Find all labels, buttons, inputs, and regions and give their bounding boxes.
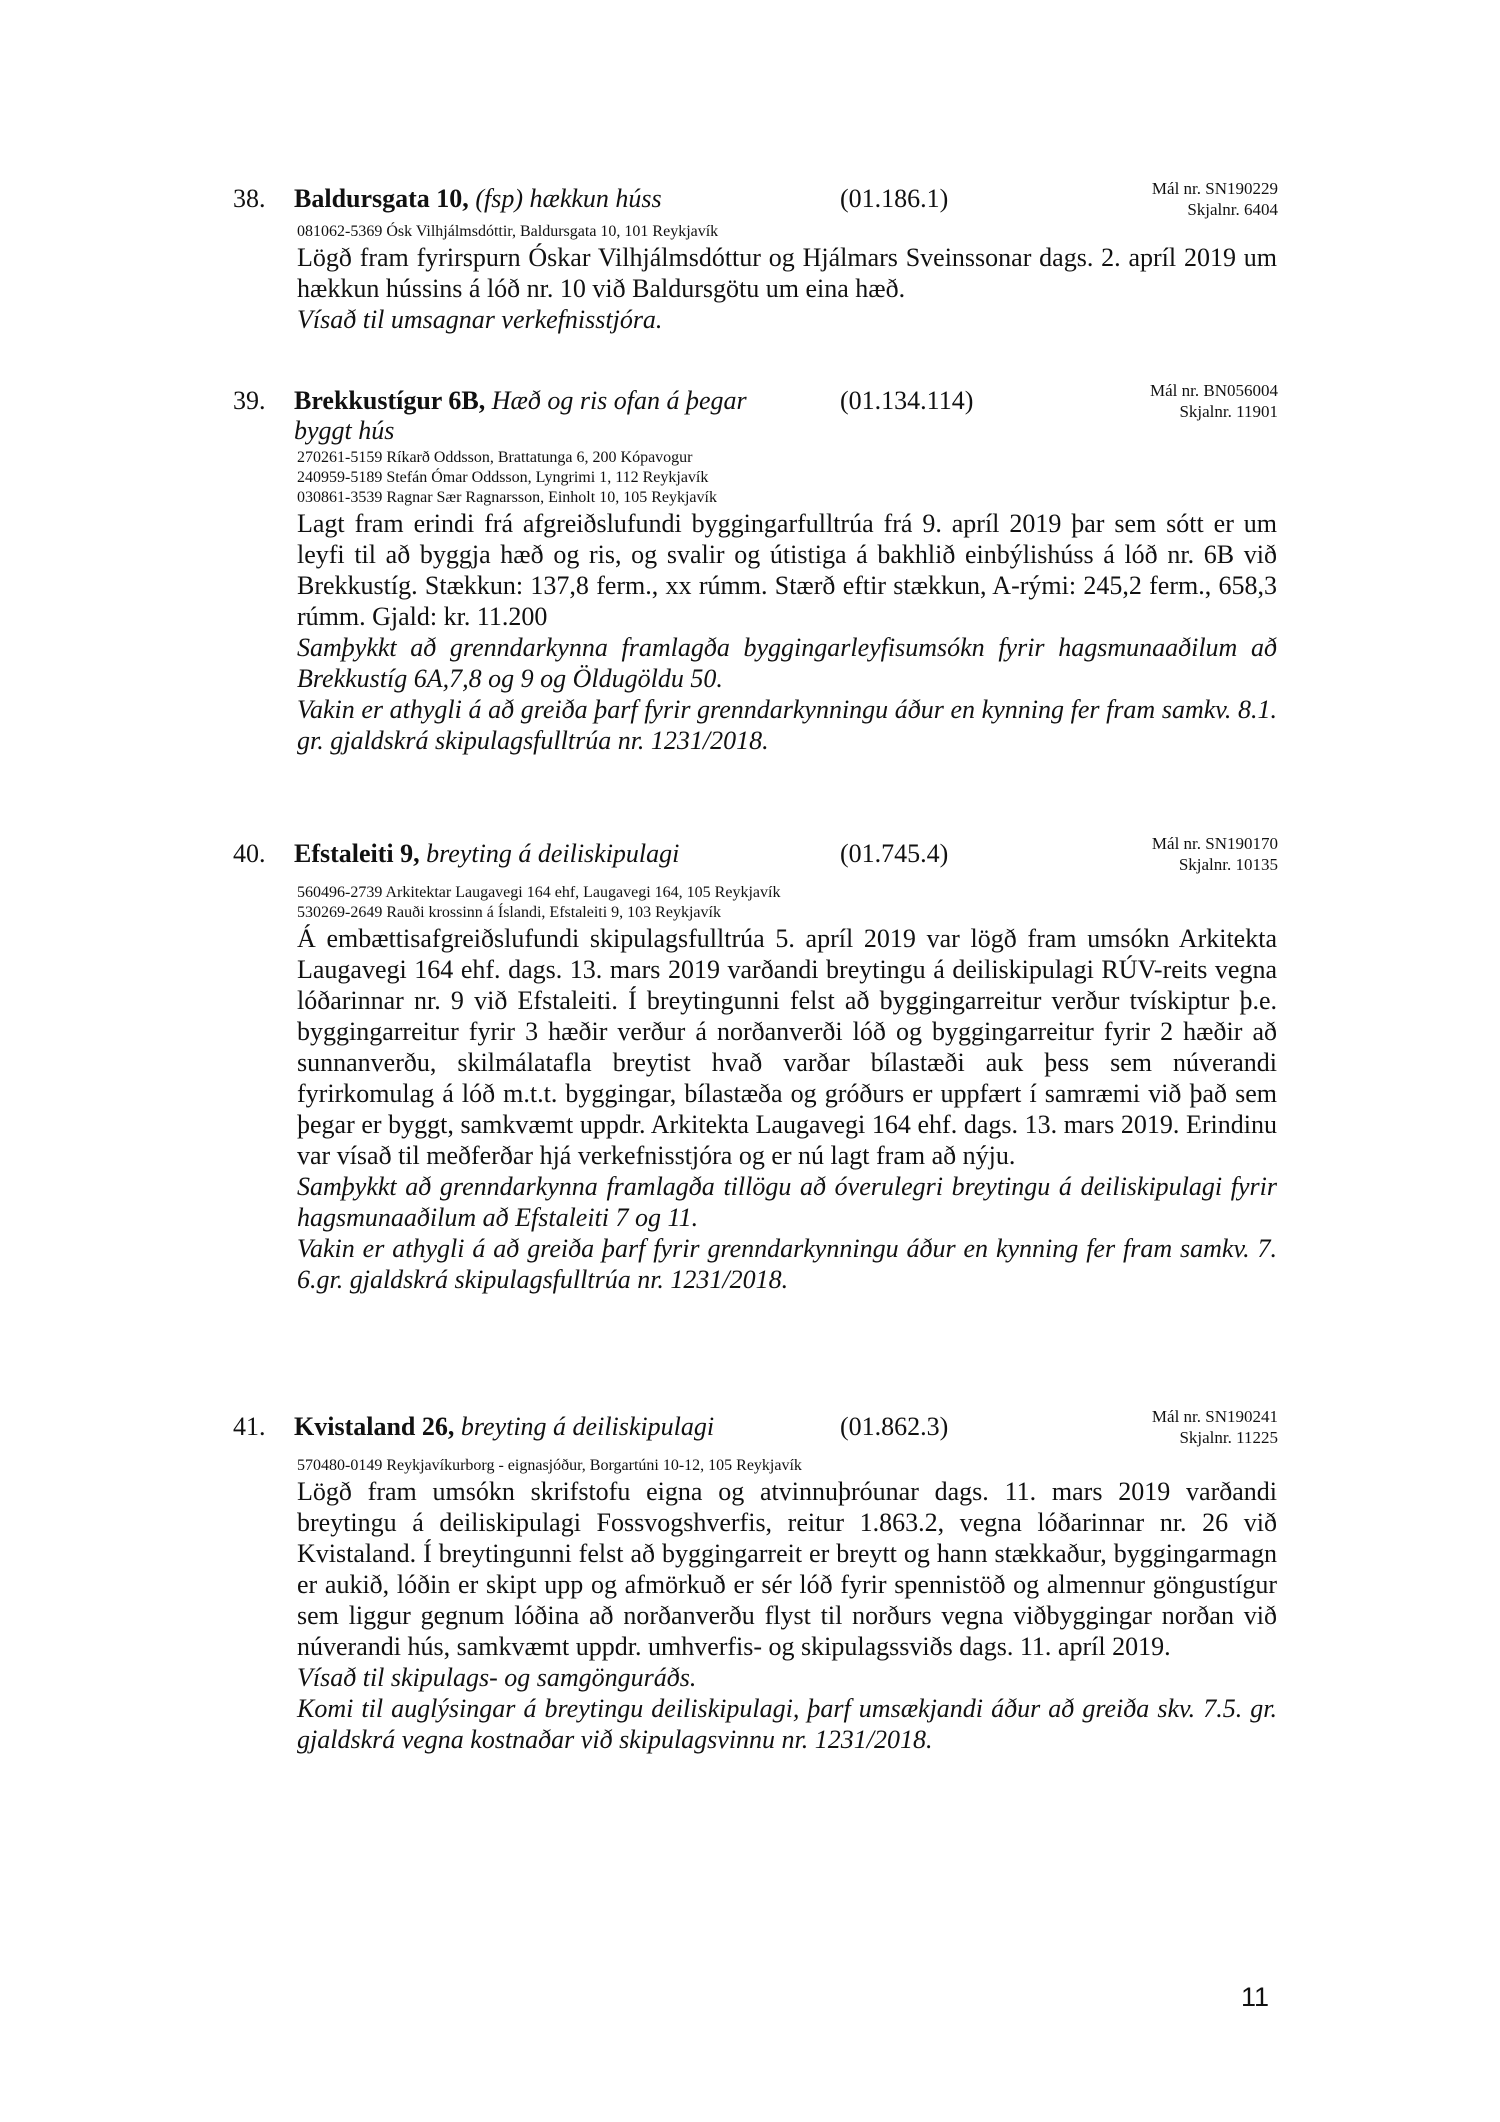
item-decision: Samþykkt að grenndarkynna framlagða byggingarleyfisumsókn fyrir hagsmunaaðilum að Brekkustíg 6A,7,8 og 9 og Öldugöldu 50. <box>297 633 1277 693</box>
item-title <box>294 184 814 214</box>
item-number: 39. <box>233 386 266 415</box>
item-land-ref: (01.186.1) <box>840 184 949 213</box>
item-case-meta <box>1150 380 1278 422</box>
party-line: 081062-5369 Ósk Vilhjálmsdóttir, Baldursgata 10, 101 Reykjavík <box>297 223 719 240</box>
item-address: Kvistaland 26, <box>294 1412 455 1441</box>
item-decision: Vakin er athygli á að greiða þarf fyrir grenndarkynningu áður en kynning fer fram samkv. 7. 6.gr. gjaldskrá skipulagsfulltrúa nr. 1231/2018. <box>297 1234 1277 1294</box>
document-number: Skjalnr. 10135 <box>1178 855 1278 874</box>
case-number: Mál nr. SN190170 <box>1151 834 1278 853</box>
item-address: Brekkustígur 6B, <box>294 386 486 415</box>
item-case-meta <box>1152 833 1278 875</box>
item-decision: Vakin er athygli á að greiða þarf fyrir grenndarkynningu áður en kynning fer fram samkv. 8.1. gr. gjaldskrá skipulagsfulltrúa nr. 1231/2018. <box>297 695 1277 755</box>
item-body <box>297 508 1277 756</box>
page-number: 11 <box>1241 1982 1270 2012</box>
item-number: 40. <box>233 839 266 868</box>
item-decision: Vísað til skipulags- og samgönguráðs. <box>297 1663 697 1692</box>
item-land-ref: (01.745.4) <box>840 839 949 868</box>
case-number: Mál nr. BN056004 <box>1150 381 1278 400</box>
item-text: Lagt fram erindi frá afgreiðslufundi byggingarfulltrúa frá 9. apríl 2019 þar sem sótt er um leyfi til að byggja hæð og ris, og svalir og útistiga á bakhlið einbýlishúss á lóð nr. 6B við Brekkustíg. Stækkun: 137,8 ferm., xx rúmm. Stærð eftir stækkun, A-rými: 245,2 ferm., 658,3 rúmm. Gjald: kr. 11.200 <box>297 509 1277 631</box>
case-number: Mál nr. SN190241 <box>1151 1407 1278 1426</box>
item-decision: Vísað til umsagnar verkefnisstjóra. <box>297 305 663 334</box>
document-number: Skjalnr. 11901 <box>1179 402 1278 421</box>
item-title <box>294 839 814 869</box>
item-body <box>297 1476 1277 1755</box>
item-land-ref: (01.134.114) <box>840 386 974 415</box>
case-number: Mál nr. SN190229 <box>1151 179 1278 198</box>
document-number: Skjalnr. 11225 <box>1179 1428 1278 1447</box>
item-address: Baldursgata 10, <box>294 184 469 213</box>
item-subject: Hæð og ris ofan á þegar byggt hús <box>294 386 747 445</box>
item-case-meta <box>1152 178 1278 220</box>
item-body <box>297 923 1277 1295</box>
item-subject: breyting á deiliskipulagi <box>460 1412 715 1441</box>
item-title <box>294 1412 814 1442</box>
party-line: 570480-0149 Reykjavíkurborg - eignasjóður, Borgartúni 10-12, 105 Reykjavík <box>297 1457 802 1474</box>
item-number: 41. <box>233 1412 266 1441</box>
item-text: Á embættisafgreiðslufundi skipulagsfulltrúa 5. apríl 2019 var lögð fram umsókn Arkitekta Laugavegi 164 ehf. dags. 13. mars 2019 varðandi breytingu á deiliskipulagi RÚV-reits vegna lóðarinnar nr. 9 við Efstaleiti. Í breytingunni felst að byggingarreitur verður tvískiptur þ.e. byggingarreitur fyrir 3 hæðir verður á norðanverði lóð og byggingarreitur fyrir 2 hæðir að sunnanverðu, skilmálatafla breytist hvað varðar bílastæði auk þess sem núverandi fyrirkomulag á lóð m.t.t. byggingar, bílastæða og gróðurs er uppfært í samræmi við það sem þegar er byggt, samkvæmt uppdr. Arkitekta Laugavegi 164 ehf. dags. 13. mars 2019. Erindinu var vísað til meðferðar hjá verkefnisstjóra og er nú lagt fram að nýju. <box>297 924 1277 1170</box>
item-subject: (fsp) hækkun húss <box>475 184 662 213</box>
party-line: 240959-5189 Stefán Ómar Oddsson, Lyngrimi 1, 112 Reykjavík <box>297 469 709 486</box>
item-subject: breyting á deiliskipulagi <box>426 839 680 868</box>
party-line: 530269-2649 Rauði krossinn á Íslandi, Efstaleiti 9, 103 Reykjavík <box>297 904 721 921</box>
item-text: Lögð fram umsókn skrifstofu eigna og atvinnuþróunar dags. 11. mars 2019 varðandi breytingu á deiliskipulagi Fossvogshverfis, reitur 1.863.2, vegna lóðarinnar nr. 26 við Kvistaland. Í breytingunni felst að byggingarreit er breytt og hann stækkaður, byggingarmagn er aukið, lóðin er skipt upp og afmörkuð er sér lóð fyrir spennistöð og almennur göngustígur sem liggur gegnum lóðina að norðanverðu flyst til norðurs vegna viðbyggingar norðan við núverandi hús, samkvæmt uppdr. umhverfis- og skipulagssviðs dags. 11. apríl 2019. <box>297 1477 1277 1661</box>
item-number: 38. <box>233 184 266 213</box>
item-decision: Komi til auglýsingar á breytingu deiliskipulagi, þarf umsækjandi áður að greiða skv. 7.5. gr. gjaldskrá vegna kostnaðar við skipulagsvinnu nr. 1231/2018. <box>297 1694 1277 1754</box>
item-address: Efstaleiti 9, <box>294 839 420 868</box>
party-line: 030861-3539 Ragnar Sær Ragnarsson, Einholt 10, 105 Reykjavík <box>297 489 717 506</box>
item-decision: Samþykkt að grenndarkynna framlagða tillögu að óverulegri breytingu á deiliskipulagi fyrir hagsmunaaðilum að Efstaleiti 7 og 11. <box>297 1172 1277 1232</box>
item-case-meta <box>1152 1406 1278 1448</box>
document-number: Skjalnr. 6404 <box>1187 200 1278 219</box>
party-line: 560496-2739 Arkitektar Laugavegi 164 ehf, Laugavegi 164, 105 Reykjavík <box>297 884 781 901</box>
item-body <box>297 242 1277 335</box>
item-text: Lögð fram fyrirspurn Óskar Vilhjálmsdóttur og Hjálmars Sveinssonar dags. 2. apríl 2019 um hækkun hússins á lóð nr. 10 við Baldursgötu um eina hæð. <box>297 243 1277 303</box>
item-land-ref: (01.862.3) <box>840 1412 949 1441</box>
item-title <box>294 386 794 446</box>
party-line: 270261-5159 Ríkarð Oddsson, Brattatunga 6, 200 Kópavogur <box>297 449 693 466</box>
